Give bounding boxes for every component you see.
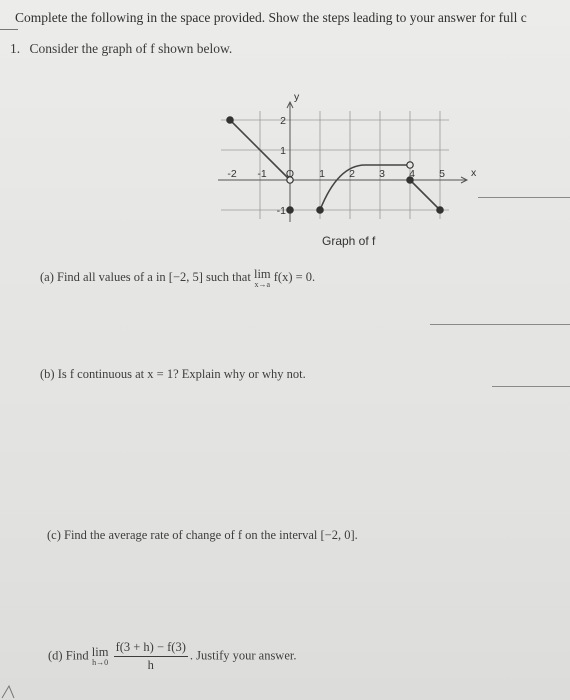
- header-rule: [0, 29, 18, 30]
- part-d-text-after: . Justify your answer.: [189, 648, 297, 663]
- segment-arc: [320, 165, 410, 210]
- part-a-interval: [−2, 5]: [168, 270, 203, 285]
- part-a-label: (a): [40, 270, 54, 285]
- x-tick-label: O: [285, 168, 295, 180]
- limit-subscript: h→0: [92, 657, 109, 667]
- pencil-mark: [0, 682, 20, 700]
- part-a-expression: f(x) = 0.: [273, 270, 316, 285]
- part-b-text: Is f continuous at x = 1? Explain why or why not.: [57, 367, 306, 381]
- part-d: [48, 640, 296, 673]
- answer-line: [478, 197, 570, 198]
- limit-word: lim: [91, 645, 109, 660]
- fraction-denominator: h: [147, 658, 154, 672]
- question-number: 1.: [10, 41, 21, 56]
- graph-of-f: [210, 70, 500, 230]
- closed-point: [317, 207, 323, 213]
- part-a-text-mid: such that: [206, 270, 251, 285]
- x-axis-label: x: [471, 167, 477, 179]
- question-1: [10, 41, 232, 57]
- y-tick-label: -1: [276, 205, 286, 217]
- limit-word: lim: [253, 267, 271, 281]
- part-a: [40, 268, 315, 289]
- x-tick-label: 1: [319, 168, 325, 180]
- answer-line: [430, 324, 570, 325]
- x-tick-label: 4: [409, 168, 415, 180]
- isolated-point: [287, 207, 293, 213]
- x-tick-label: -1: [257, 168, 267, 180]
- x-tick-label: 5: [439, 168, 445, 180]
- x-tick-label: 2: [349, 168, 355, 180]
- part-b-label: (b): [40, 367, 55, 381]
- difference-quotient: [114, 640, 188, 673]
- graph-points: [227, 117, 443, 213]
- question-prompt: Consider the graph of f shown below.: [29, 41, 233, 56]
- limit-subscript: x→a: [254, 279, 271, 289]
- graph-caption: Graph of f: [322, 234, 376, 248]
- part-d-label: (d): [48, 648, 63, 663]
- y-axis-label: y: [294, 91, 300, 103]
- part-c-text: Find the average rate of change of f on the interval [−2, 0].: [64, 528, 358, 542]
- part-c-label: (c): [47, 528, 61, 542]
- x-tick-label: -2: [227, 168, 237, 180]
- part-a-text: Find all values of a in: [57, 270, 166, 285]
- part-b: [40, 367, 306, 382]
- closed-point: [437, 207, 443, 213]
- y-tick-label: 2: [280, 115, 286, 127]
- fraction-numerator: f(3 + h) − f(3): [114, 640, 188, 657]
- segment-right: [410, 180, 440, 210]
- x-tick-label: 3: [379, 168, 385, 180]
- instructions-header: Complete the following in the space provided. Show the steps leading to your answer for full c: [15, 10, 527, 25]
- y-tick-label: 1: [280, 145, 286, 157]
- graph-grid: [221, 111, 449, 219]
- part-c: [47, 528, 358, 543]
- closed-point: [227, 117, 233, 123]
- part-a-limit: [254, 268, 271, 289]
- part-d-text: Find: [65, 648, 89, 663]
- part-d-limit: [92, 646, 109, 667]
- answer-line: [492, 386, 570, 387]
